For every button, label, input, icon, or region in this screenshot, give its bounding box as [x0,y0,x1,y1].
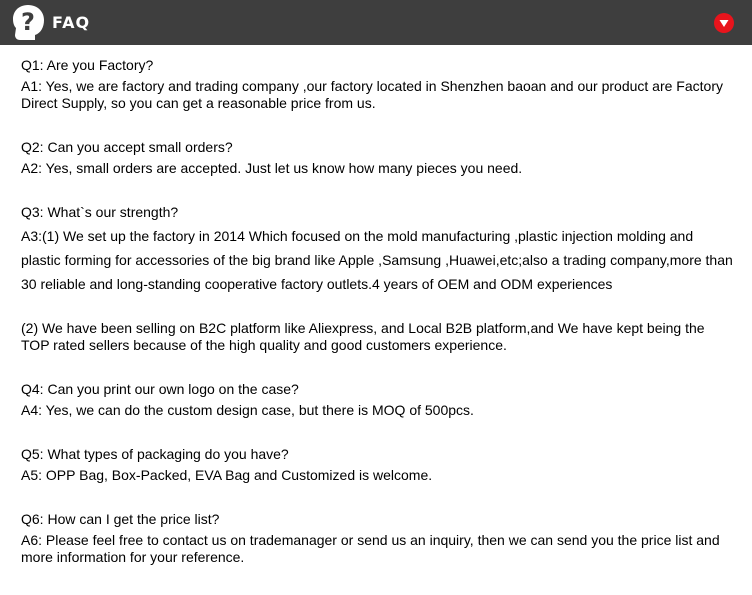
faq-item-4 [21,380,736,419]
faq-answer: A3:(1) We set up the factory in 2014 Which focused on the mold manufacturing ,plastic injection molding and plastic forming for accessories of the big brand like Apple ,Samsung ,Huawei,etc;also a trading company,more than 30 reliable and long-standing cooperative factory outlets.4 years of OEM and ODM experiences [21,228,733,292]
faq-answer: A4: Yes, we can do the custom design case, but there is MOQ of 500pcs. [21,402,474,418]
faq-item-6 [21,510,736,566]
faq-answer: A2: Yes, small orders are accepted. Just let us know how many pieces you need. [21,160,523,176]
faq-header [0,0,752,45]
faq-question: Q3: What`s our strength? [21,204,179,220]
faq-list [21,56,736,592]
faq-item-1 [21,56,736,112]
faq-question: Q2: Can you accept small orders? [21,139,233,155]
faq-question: Q5: What types of packaging do you have? [21,446,289,462]
faq-question: Q6: How can I get the price list? [21,511,220,527]
faq-item-2 [21,138,736,177]
faq-question: Q4: Can you print our own logo on the case? [21,381,299,397]
chevron-down-icon[interactable] [714,13,734,33]
faq-answer: A1: Yes, we are factory and trading company ,our factory located in Shenzhen baoan and our product are Factory Direct Supply, so you can get a reasonable price from us. [21,78,723,111]
faq-answer: A5: OPP Bag, Box-Packed, EVA Bag and Customized is welcome. [21,467,433,483]
faq-item-5 [21,445,736,484]
question-head-icon [11,4,45,41]
faq-item-3 [21,203,736,354]
svg-text:?: ? [21,8,35,36]
faq-answer: A6: Please feel free to contact us on trademanager or send us an inquiry, then we can send you the price list and more information for your reference. [21,532,720,565]
page-title: FAQ [52,13,91,32]
faq-question: Q1: Are you Factory? [21,57,154,73]
faq-answer-part2: (2) We have been selling on B2C platform like Aliexpress, and Local B2B platform,and We have kept being the TOP rated sellers because of the high quality and good customers experience. [21,320,705,353]
